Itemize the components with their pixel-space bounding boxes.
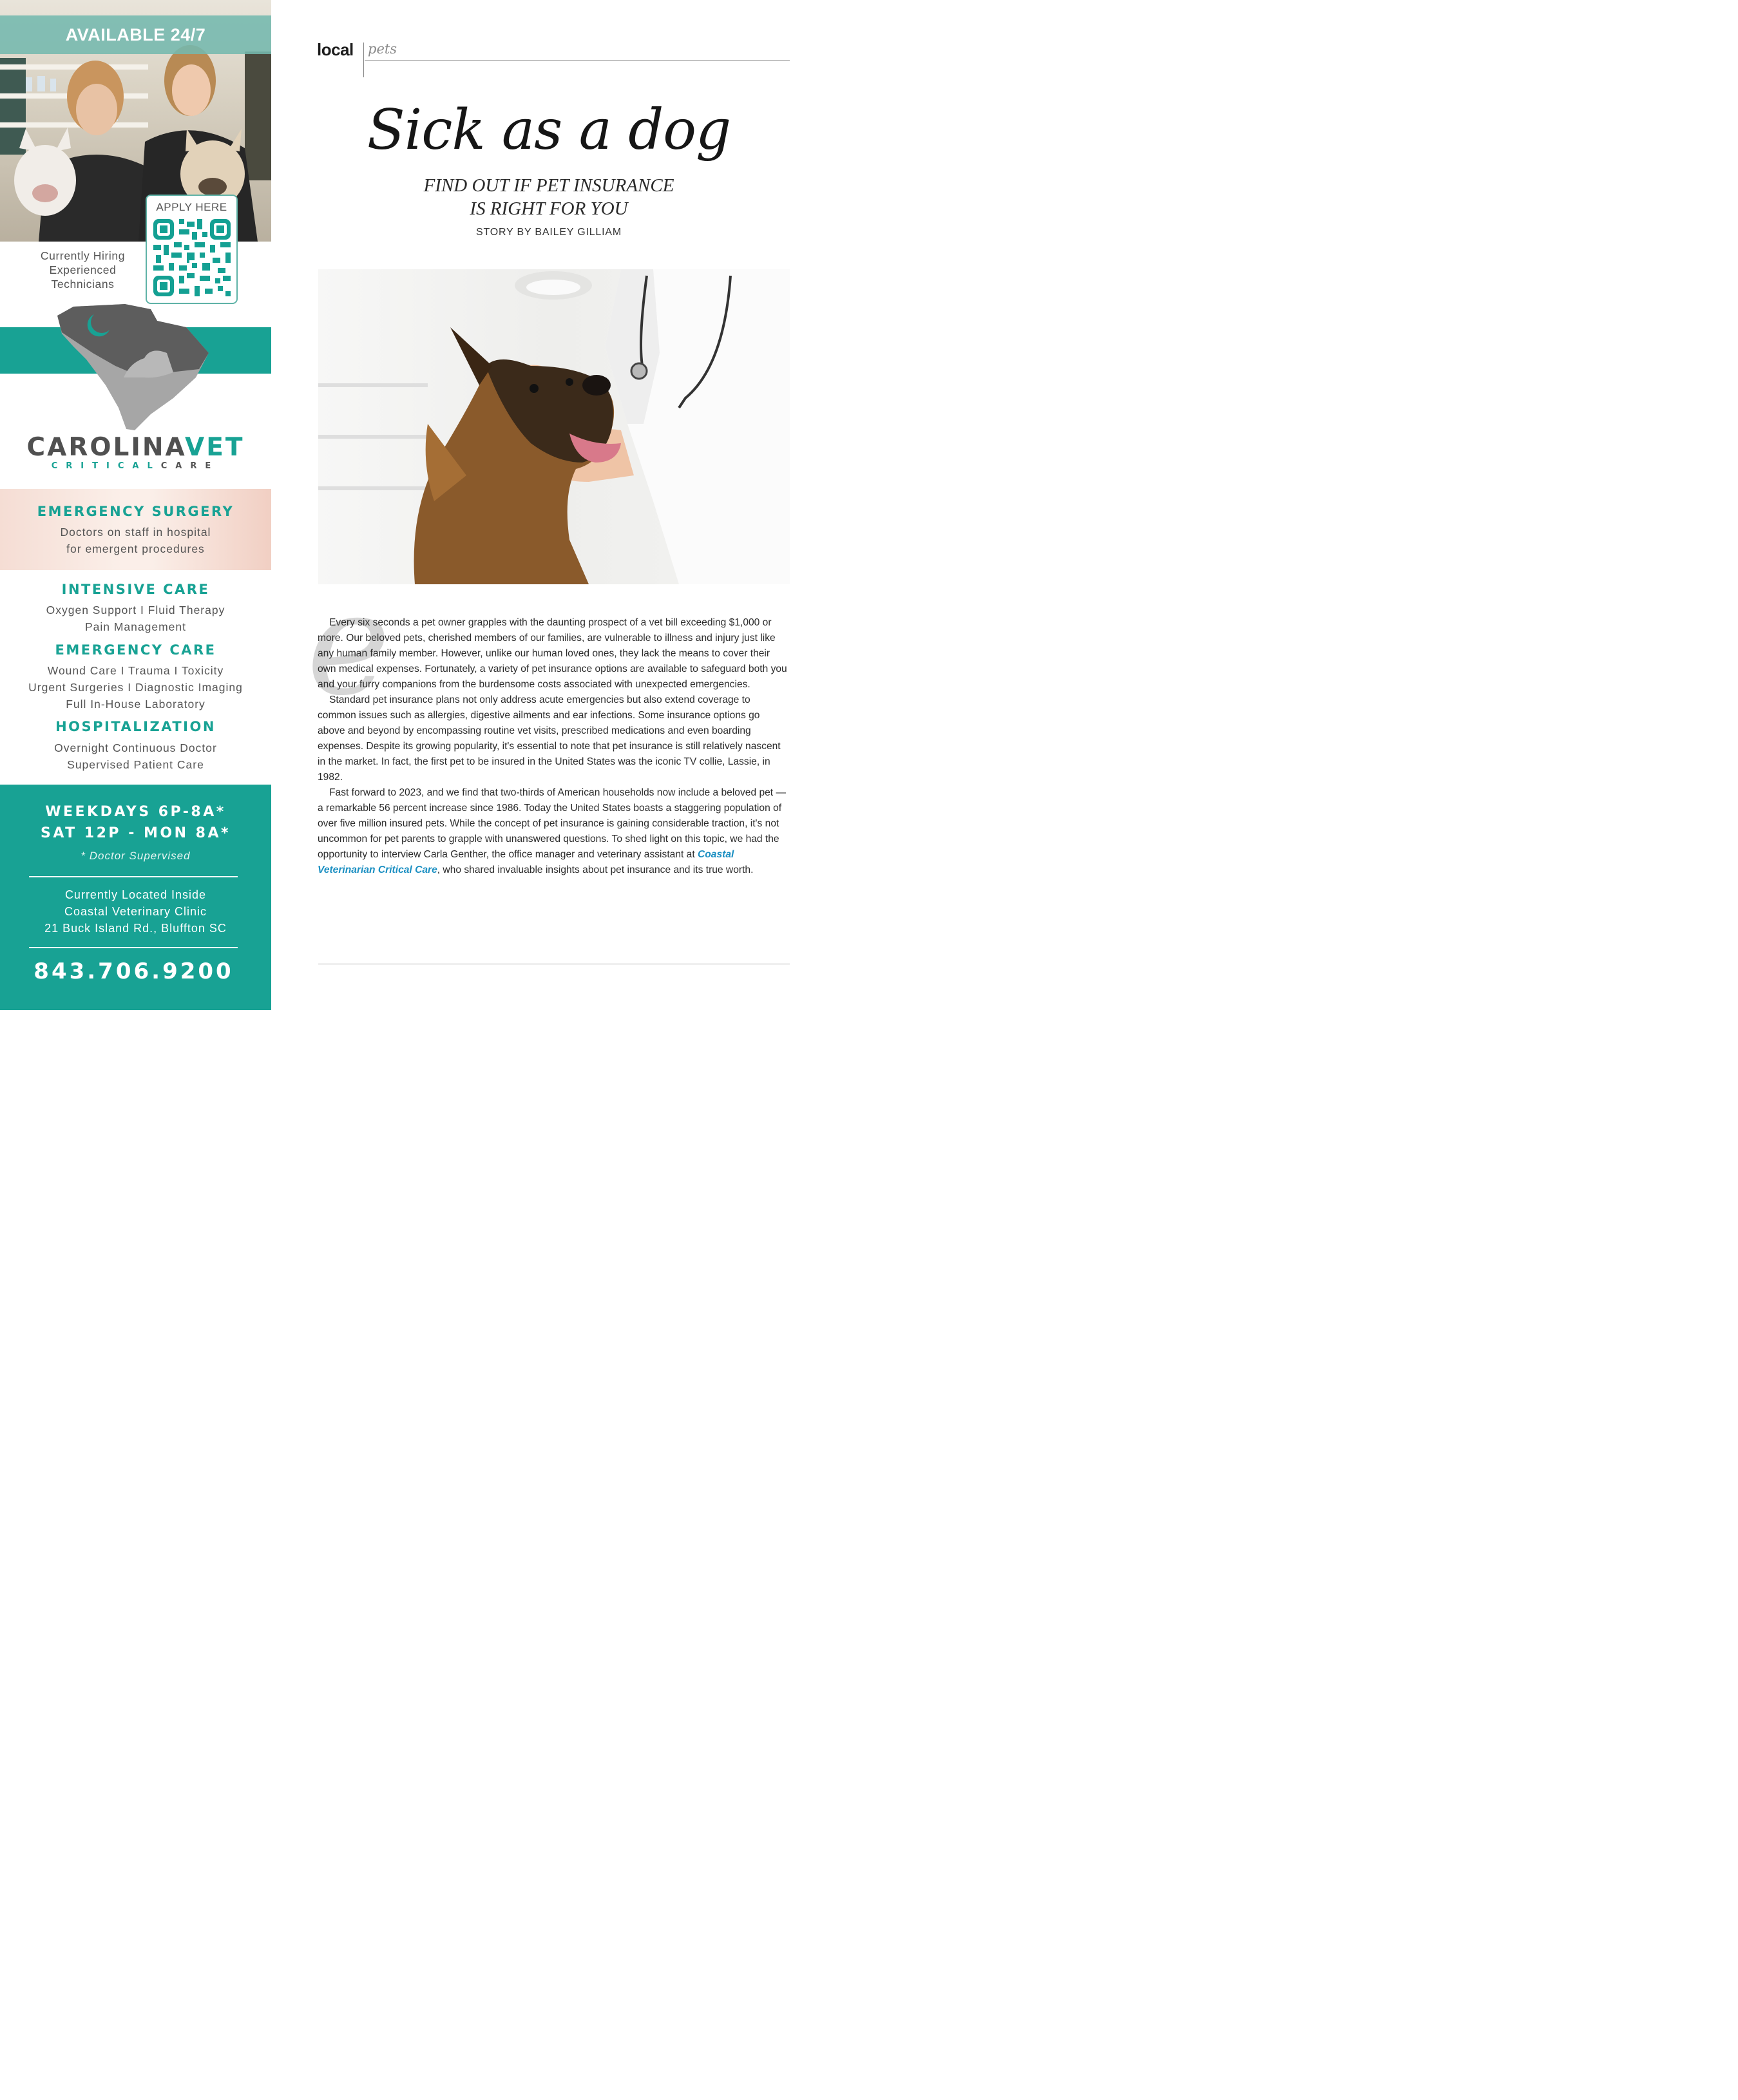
hours-note: * Doctor Supervised: [81, 850, 191, 862]
paragraph-text: , who shared invaluable insights about pet insurance and its true worth.: [437, 864, 754, 875]
byline: STORY BY BAILEY GILLIAM: [476, 227, 622, 238]
hiring-line: Technicians: [51, 278, 115, 291]
drop-cap: e: [307, 562, 391, 727]
surgery-title: EMERGENCY SURGERY: [37, 504, 234, 519]
brand-sub-main: CARE: [160, 461, 220, 471]
hiring-line: Experienced: [49, 263, 117, 276]
vet-dog-photo: [318, 269, 790, 584]
divider: [29, 876, 238, 877]
clinic-link[interactable]: Coastal Veterinarian Critical Care: [318, 849, 734, 875]
paragraph: Every six seconds a pet owner grapples with the daunting prospect of a vet bill exceeding $1,000 or more. Our beloved pets, cherished members of our families, are vulnerable to illness and injury just like any human family member. However, unlike our human loved ones, they lack the means to cover their own medical expenses. Fortunately, a variety of pet insurance options are available to safeguard both you and your furry companions from the burdensome costs associated with unexpected emergencies.: [318, 617, 787, 690]
emergency-line: Wound Care I Trauma I Toxicity: [47, 664, 224, 677]
hospitalization-line: Overnight Continuous Doctor: [54, 741, 217, 754]
hiring-notice: [23, 249, 142, 291]
qr-label: APPLY HERE: [156, 201, 227, 213]
paragraph: [318, 785, 790, 878]
vet-dog-illustration: [318, 269, 790, 584]
brand-sub-accent: CRITICAL: [51, 461, 161, 471]
intensive-line: Pain Management: [84, 620, 187, 633]
divider: [29, 947, 238, 948]
intensive-line: Oxygen Support I Fluid Therapy: [46, 604, 225, 616]
brand-subline: [39, 461, 232, 471]
availability-banner: AVAILABLE 24/7: [65, 25, 206, 44]
paragraph-text: Fast forward to 2023, and we find that two-thirds of American households now include a beloved pet — a remarkable 56 percent increase since 1986. Today the United States boasts a staggering population of over five million insured pets. While the concept of pet insurance is gaining considerable traction, it's not uncommon for pet parents to grapple with unanswered questions. To shed light on this topic, we had the opportunity to interview Carla Genther, the office manager and veterinary assistant at: [318, 787, 787, 860]
hiring-line: Currently Hiring: [40, 249, 126, 262]
article-title: Sick as a dog: [367, 98, 731, 162]
article-deck: IS RIGHT FOR YOU: [470, 198, 628, 219]
hours-weekend: SAT 12P - MON 8A*: [40, 825, 231, 841]
header-rule: [365, 60, 790, 61]
section-separator: [363, 43, 364, 77]
hours-weekdays: WEEKDAYS 6P-8A*: [45, 804, 226, 820]
ad-sidebar: [0, 0, 271, 1010]
paragraph: Standard pet insurance plans not only address acute emergencies but also extend coverage to common issues such as allergies, digestive ailments and ear infections. Some insurance options go above and beyond by encompassing routine vet visits, prescribed medications and even boarding expenses. Despite its growing popularity, it's essential to note that pet insurance is still relatively nascent in the market. In fact, the first pet to be insured in the United States was the iconic TV collie, Lassie, in 1982.: [318, 694, 781, 783]
emergency-title: EMERGENCY CARE: [55, 642, 216, 658]
surgery-line: for emergent procedures: [66, 542, 205, 555]
phone-number[interactable]: 843.706.9200: [33, 959, 234, 984]
intensive-title: INTENSIVE CARE: [61, 582, 210, 597]
south-carolina-logo-icon: [54, 301, 212, 434]
location-line: Coastal Veterinary Clinic: [64, 905, 207, 918]
apply-qr-card[interactable]: [146, 195, 238, 304]
emergency-line: Full In-House Laboratory: [66, 698, 205, 711]
section-label: local: [317, 40, 354, 59]
emergency-line: Urgent Surgeries I Diagnostic Imaging: [28, 681, 243, 694]
brand-main: CAROLINA: [26, 433, 186, 462]
hospitalization-line: Supervised Patient Care: [67, 758, 204, 771]
article-deck: FIND OUT IF PET INSURANCE: [423, 175, 674, 196]
hospitalization-title: HOSPITALIZATION: [55, 719, 216, 734]
surgery-line: Doctors on staff in hospital: [60, 526, 211, 539]
article-body: [318, 615, 790, 878]
brand-accent: VET: [185, 433, 245, 462]
location-line: 21 Buck Island Rd., Bluffton SC: [44, 922, 227, 935]
location-line: Currently Located Inside: [64, 888, 207, 901]
brand-wordmark: [0, 433, 271, 462]
section-sublabel: pets: [368, 41, 397, 57]
qr-code-icon[interactable]: [151, 216, 233, 299]
